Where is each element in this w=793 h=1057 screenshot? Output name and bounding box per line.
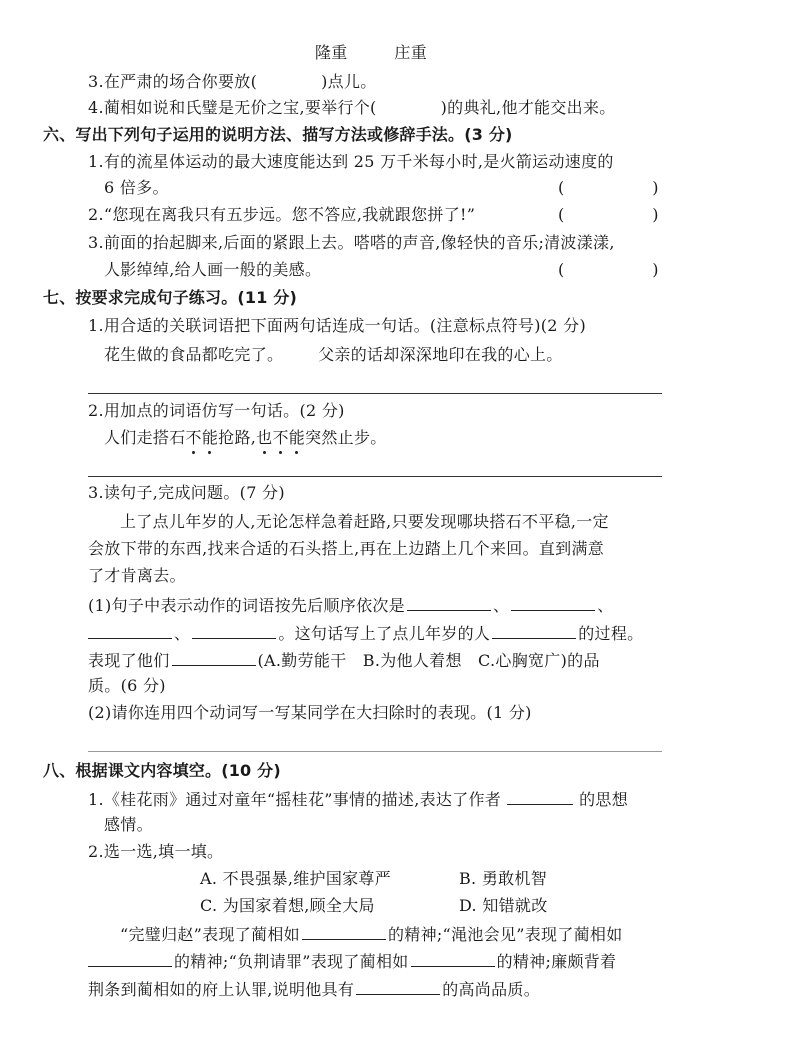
- section-8-title: 八、根据课文内容填空。(10 分): [43, 761, 281, 780]
- answer-blank[interactable]: [511, 594, 595, 611]
- sentence-a: 花生做的食品都吃完了。: [104, 345, 284, 364]
- answer-line-7-2[interactable]: [88, 476, 662, 477]
- question-6-1-line2: 6 倍多。: [104, 178, 169, 197]
- answer-line-7-1[interactable]: [88, 393, 662, 394]
- question-6-1-line1: 1.有的流星体运动的最大速度能达到 25 万千米每小时,是火箭运动速度的: [88, 152, 614, 171]
- question-5-4: 4.蔺相如说和氏璧是无价之宝,要举行个( )的典礼,他才能交出来。: [88, 98, 616, 117]
- question-7-3-1-line1: (1)句子中表示动作的词语按先后顺序依次是 、 、: [88, 596, 614, 615]
- question-8-1-line1: 1.《桂花雨》通过对童年“摇桂花”事情的描述,表达了作者 的思想: [88, 790, 629, 809]
- word-option-b: 庄重: [394, 43, 427, 62]
- answer-line-7-3-2[interactable]: [88, 751, 662, 752]
- question-6-3-line1: 3.前面的抬起脚来,后面的紧跟上去。嗒嗒的声音,像轻快的音乐;清波漾漾,: [88, 233, 615, 252]
- answer-blank[interactable]: [302, 923, 386, 940]
- section-7-title: 七、按要求完成句子练习。(11 分): [43, 288, 298, 307]
- answer-paren-6-2[interactable]: ( ): [558, 205, 659, 224]
- answer-blank[interactable]: [88, 950, 172, 967]
- passage-line-2: 会放下带的东西,找来合适的石头搭上,再在上边踏上几个来回。直到满意: [88, 539, 605, 558]
- question-8-2-para-line1: “完璧归赵”表现了蔺相如 的精神;“渑池会见”表现了蔺相如: [120, 925, 623, 944]
- answer-blank[interactable]: [407, 594, 491, 611]
- question-5-3: 3.在严肃的场合你要放( )点儿。: [88, 72, 377, 91]
- emphasis-char: 也: [256, 428, 273, 447]
- question-7-2-sentence: 人们走搭石不能抢路,也不能突然止步。: [104, 428, 387, 447]
- emphasis-char: 能: [288, 428, 306, 447]
- emphasis-char: 不: [272, 428, 289, 447]
- answer-blank[interactable]: [192, 622, 276, 639]
- question-6-2: 2.“您现在离我只有五步远。您不答应,我就跟您拼了!”: [88, 205, 476, 224]
- answer-blank[interactable]: [507, 788, 573, 805]
- question-7-3-prompt: 3.读句子,完成问题。(7 分): [88, 483, 285, 502]
- question-7-2-prompt: 2.用加点的词语仿写一句话。(2 分): [88, 401, 345, 420]
- passage-line-1: 上了点儿年岁的人,无论怎样急着赶路,只要发现哪块搭石不平稳,一定: [120, 512, 609, 531]
- answer-paren-6-3[interactable]: ( ): [558, 260, 659, 279]
- question-7-1-prompt: 1.用合适的关联词语把下面两句话连成一句话。(注意标点符号)(2 分): [88, 316, 587, 335]
- option-c: C. 为国家着想,顾全大局: [200, 896, 375, 915]
- answer-blank[interactable]: [356, 978, 440, 995]
- option-a: A. 不畏强暴,维护国家尊严: [200, 869, 392, 888]
- answer-blank[interactable]: [172, 649, 256, 666]
- question-7-3-1-line2: 、 。这句话写上了点儿年岁的人 的过程。: [88, 622, 643, 644]
- passage-line-3: 了才肯离去。: [88, 566, 186, 585]
- emphasis-char: 不: [185, 428, 202, 447]
- emphasis-char: 能: [201, 428, 219, 447]
- question-7-3-2: (2)请你连用四个动词写一写某同学在大扫除时的表现。(1 分): [88, 703, 532, 722]
- word-options: [315, 43, 427, 63]
- option-b: B. 勇敢机智: [459, 869, 548, 888]
- question-8-2-prompt: 2.选一选,填一填。: [88, 842, 224, 861]
- answer-blank[interactable]: [492, 622, 576, 639]
- question-8-2-para-line3: 荆条到蔺相如的府上认罪,说明他具有 的高尚品质。: [88, 980, 540, 999]
- question-7-3-1-line3: 表现了他们 (A.勤劳能干 B.为他人着想 C.心胸宽广)的品: [88, 651, 600, 670]
- word-option-a: 隆重: [315, 43, 348, 62]
- option-d: D. 知错就改: [459, 896, 548, 915]
- question-7-1-sentences: [104, 345, 563, 365]
- question-8-2-para-line2: 的精神;“负荆请罪”表现了蔺相如 的精神;廉颇背着: [88, 950, 616, 972]
- question-8-1-line2: 感情。: [104, 815, 153, 834]
- answer-blank[interactable]: [411, 950, 495, 967]
- question-6-3-line2: 人影绰绰,给人画一般的美感。: [104, 260, 322, 279]
- sentence-b: 父亲的话却深深地印在我的心上。: [318, 345, 563, 364]
- section-6-title: 六、写出下列句子运用的说明方法、描写方法或修辞手法。(3 分): [43, 125, 513, 144]
- question-7-3-1-line4: 质。(6 分): [88, 676, 166, 695]
- answer-blank[interactable]: [88, 622, 172, 639]
- answer-paren-6-1[interactable]: ( ): [558, 178, 659, 197]
